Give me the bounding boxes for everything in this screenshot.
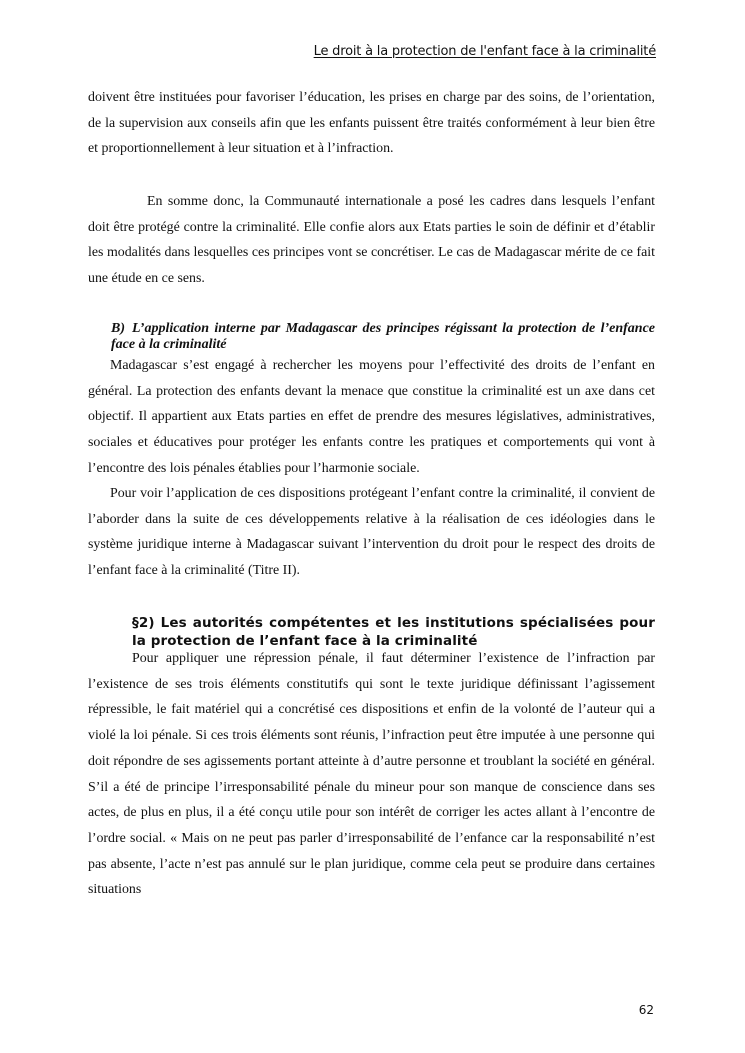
section-b-label: B) — [111, 321, 125, 336]
paragraph-2 — [88, 189, 655, 292]
paragraph-4 — [88, 481, 655, 584]
paragraph-text: En somme donc, la Communauté internationale a posé les cadres dans lesquels l’enfant doit être protégé contre la criminalité. Elle confie alors aux Etats parties le soin de définir et d’établir les modalités dans lesquelles ces principes vont se concrétiser. Le cas de Madagascar mérite de ce fait une étude en ce sens. — [88, 194, 655, 287]
section-b-title: L’application interne par Madagascar des principes régissant la protection de l’enfance face à la criminalité — [111, 321, 655, 352]
paragraph-text: Pour appliquer une répression pénale, il faut déterminer l’existence de l’infraction par l’existence de ses trois éléments constitutifs qui sont le texte juridique définissant l’agissement répressible, le fait matériel qui a concrétisé ces dispositions et enfin de la volonté de l’auteur qui a violé la loi pénale. Si ces trois éléments sont réunis, l’infraction peut être imputée à une personne qui doit répondre de ses agissements portant atteinte à d’autre personne et troublant la société en général. S’il a été de principe l’irresponsabilité pénale du mineur pour son manque de conscience dans ses actes, de plus en plus, il a été conçu utile pour son intérêt de corriger les actes allant à l’encontre de l’ordre social. « Mais on ne peut pas parler d’irresponsabilité de l’enfance car la responsabilité n’est pas absente, l’acte n’est pas annulé sur le plan juridique, comme cela peut se produire dans certaines situations — [88, 651, 655, 898]
paragraph-text: Pour voir l’application de ces dispositions protégeant l’enfant contre la criminalité, il convient de l’aborder dans la suite de ces développements relative à la réalisation de ces idéologies dans le système juridique interne à Madagascar suivant l’intervention du droit pour le respect des droits de l’enfant face à la criminalité (Titre II). — [88, 486, 655, 579]
paragraph-3 — [88, 353, 655, 482]
paragraph-1 — [88, 85, 655, 162]
running-header: Le droit à la protection de l'enfant face à la criminalité — [313, 44, 656, 59]
section-2-heading: §2) Les autorités compétentes et les institutions spécialisées pour la protection de l’enfant face à la criminalité — [132, 615, 655, 649]
page-number: 62 — [638, 1003, 654, 1017]
paragraph-5 — [88, 646, 655, 903]
paragraph-text: doivent être instituées pour favoriser l’éducation, les prises en charge par des soins, de l’orientation, de la supervision aux conseils afin que les enfants puissent être traités conformément à leur bien être et proportionnellement à leur situation et à l’infraction. — [88, 90, 655, 157]
section-b-heading — [111, 321, 655, 353]
paragraph-text: Madagascar s’est engagé à rechercher les moyens pour l’effectivité des droits de l’enfant en général. La protection des enfants devant la menace que constitue la criminalité est un axe dans cet objectif. Il appartient aux Etats parties en effet de prendre des mesures législatives, administratives, sociales et éducatives pour protéger les enfants contre les pratiques et comportements qui vont à l’encontre des lois pénales établies pour l’harmonie sociale. — [88, 358, 655, 476]
